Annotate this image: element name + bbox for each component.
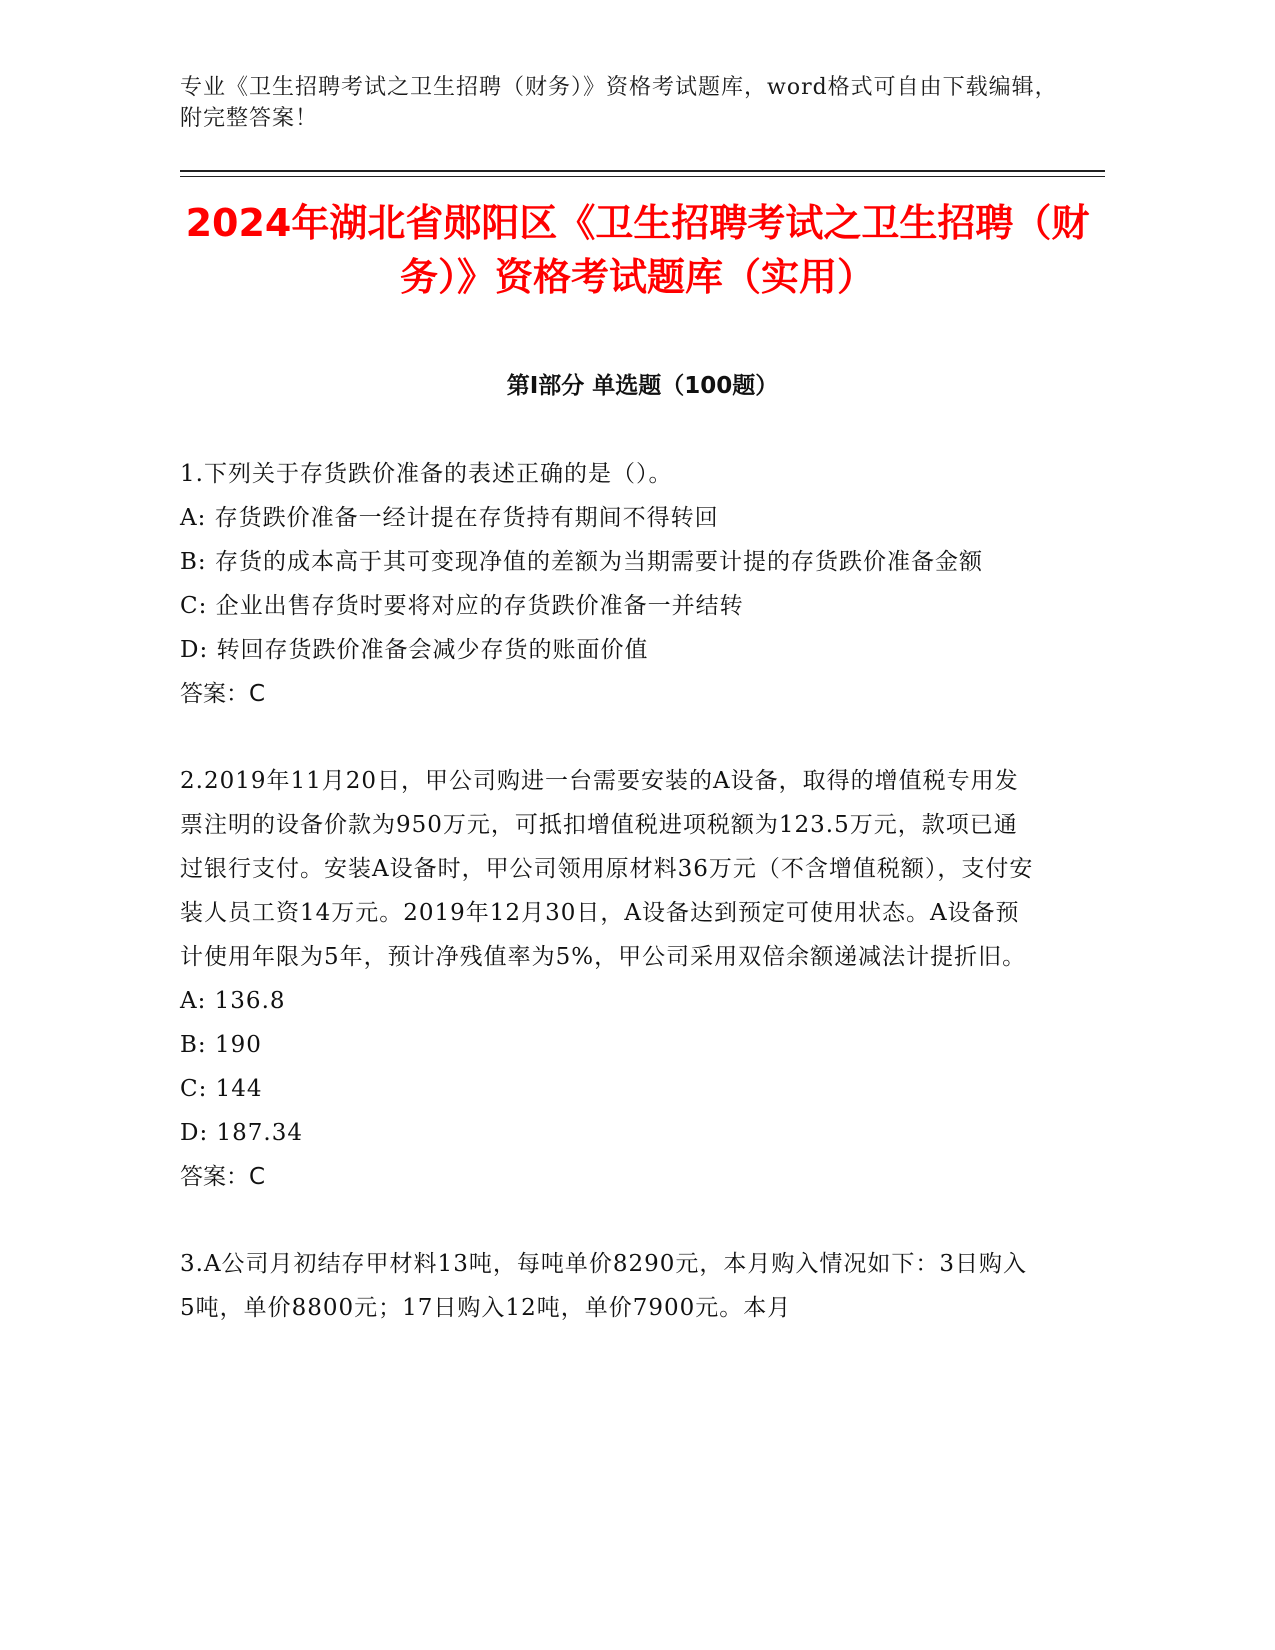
header-note: 专业《卫生招聘考试之卫生招聘（财务）》资格考试题库，word格式可自由下载编辑，附完整答案！	[180, 75, 1058, 131]
question-2	[180, 759, 1040, 1199]
question-3	[180, 1242, 1040, 1330]
option-c: C: 144	[180, 1076, 263, 1102]
option-d: D: 187.34	[180, 1120, 303, 1146]
option-d: D: 转回存货跌价准备会减少存货的账面价值	[180, 637, 649, 663]
document-title: 2024年湖北省郧阳区《卫生招聘考试之卫生招聘（财务）》资格考试题库（实用）	[185, 201, 1090, 299]
answer: 答案：C	[180, 681, 266, 707]
question-stem: 3.A公司月初结存甲材料13吨，每吨单价8290元，本月购入情况如下：3日购入5吨，单价8800元；17日购入12吨，单价7900元。本月	[180, 1251, 1027, 1321]
section-title: 第Ⅰ部分 单选题（100题）	[506, 373, 779, 399]
question-list	[180, 452, 1040, 1373]
option-b: B: 190	[180, 1032, 262, 1058]
question-1	[180, 452, 1040, 716]
question-stem: 2.2019年11月20日，甲公司购进一台需要安装的A设备，取得的增值税专用发票注明的设备价款为950万元，可抵扣增值税进项税额为123.5万元，款项已通过银行支付。安装A设备时，甲公司领用原材料36万元（不含增值税额），支付安装人员工资14万元。2019年12月30日，A设备达到预定可使用状态。A设备预计使用年限为5年，预计净残值率为5%，甲公司采用双倍余额递减法计提折旧。	[180, 768, 1034, 970]
header-divider-thin	[180, 176, 1105, 177]
answer: 答案：C	[180, 1164, 266, 1190]
option-b: B: 存货的成本高于其可变现净值的差额为当期需要计提的存货跌价准备金额	[180, 549, 983, 575]
option-c: C: 企业出售存货时要将对应的存货跌价准备一并结转	[180, 593, 744, 619]
option-a: A: 136.8	[180, 988, 286, 1014]
header-divider-thick	[180, 170, 1105, 172]
option-a: A: 存货跌价准备一经计提在存货持有期间不得转回	[180, 505, 719, 531]
question-stem: 1.下列关于存货跌价准备的表述正确的是（）。	[180, 461, 673, 487]
